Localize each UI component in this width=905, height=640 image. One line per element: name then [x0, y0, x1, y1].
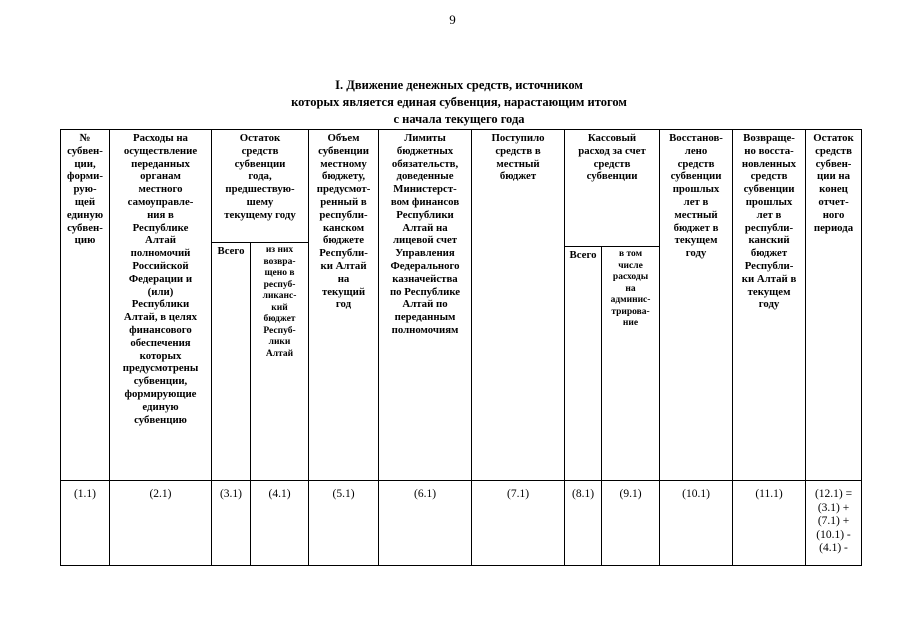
page-number: 9 [449, 12, 456, 27]
header-cash-expense-total: Всего [565, 247, 602, 481]
header-previous-balance-total: Всего [212, 243, 251, 481]
table-cell: (9.1) [602, 481, 660, 566]
table-cell-formula: (12.1) = (3.1) + (7.1) + (10.1) - (4.1) - [806, 481, 862, 566]
table-cell: (10.1) [660, 481, 733, 566]
header-subvention-number: № субвен- ции, форми- рую- щей единую субвен- цию [61, 130, 110, 481]
table-cell: (4.1) [251, 481, 309, 566]
header-previous-balance-returned: из них возвра- щено в респуб- ликанс- кий бюджет Респуб- лики Алтай [251, 243, 309, 481]
table-cell: (8.1) [565, 481, 602, 566]
header-received-funds: Поступило средств в местный бюджет [472, 130, 565, 481]
header-cash-expense-admin: в том числе расходы на админис- трирова- ние [602, 247, 660, 481]
table-cell: (11.1) [733, 481, 806, 566]
title-line-1: I. Движение денежных средств, источником [335, 78, 583, 92]
table-cell: (5.1) [309, 481, 379, 566]
section-title [0, 77, 905, 128]
header-returned-funds: Возвраще- но восста- новленных средств субвенции прошлых лет в республи- канский бюджет Республи- ки Алтай в текущем году [733, 130, 806, 481]
table-cell: (1.1) [61, 481, 110, 566]
header-budget-limits: Лимиты бюджетных обязательств, доведенные Министерст- вом финансов Республики Алтай на лицевой счет Управления Федерального казначейства по Республике Алтай по переданным полномочиям [379, 130, 472, 481]
table-cell: (2.1) [110, 481, 212, 566]
table-cell: (3.1) [212, 481, 251, 566]
header-end-balance: Остаток средств субвен- ции на конец отчет- ного периода [806, 130, 862, 481]
title-line-3: с начала текущего года [393, 112, 525, 126]
header-expenses: Расходы на осуществление переданных органам местного самоуправле- ния в Республике Алтай полномочий Российской Федерации и (или) Республики Алтай, в целях финансового обеспечения которых предусмотрены субвенции, формирующие единую субвенцию [110, 130, 212, 481]
subvention-table [60, 129, 862, 566]
title-line-2: которых является единая субвенция, нарастающим итогом [291, 95, 627, 109]
header-cash-expense: Кассовый расход за счет средств субвенции [565, 130, 660, 247]
table-cell: (7.1) [472, 481, 565, 566]
header-subvention-volume: Объем субвенции местному бюджету, предусмот- ренный в республи- канском бюджете Республи- ки Алтай на текущий год [309, 130, 379, 481]
header-restored-funds: Восстанов- лено средств субвенции прошлых лет в местный бюджет в текущем году [660, 130, 733, 481]
header-previous-balance: Остаток средств субвенции года, предшествую- шему текущему году [212, 130, 309, 243]
table-cell: (6.1) [379, 481, 472, 566]
